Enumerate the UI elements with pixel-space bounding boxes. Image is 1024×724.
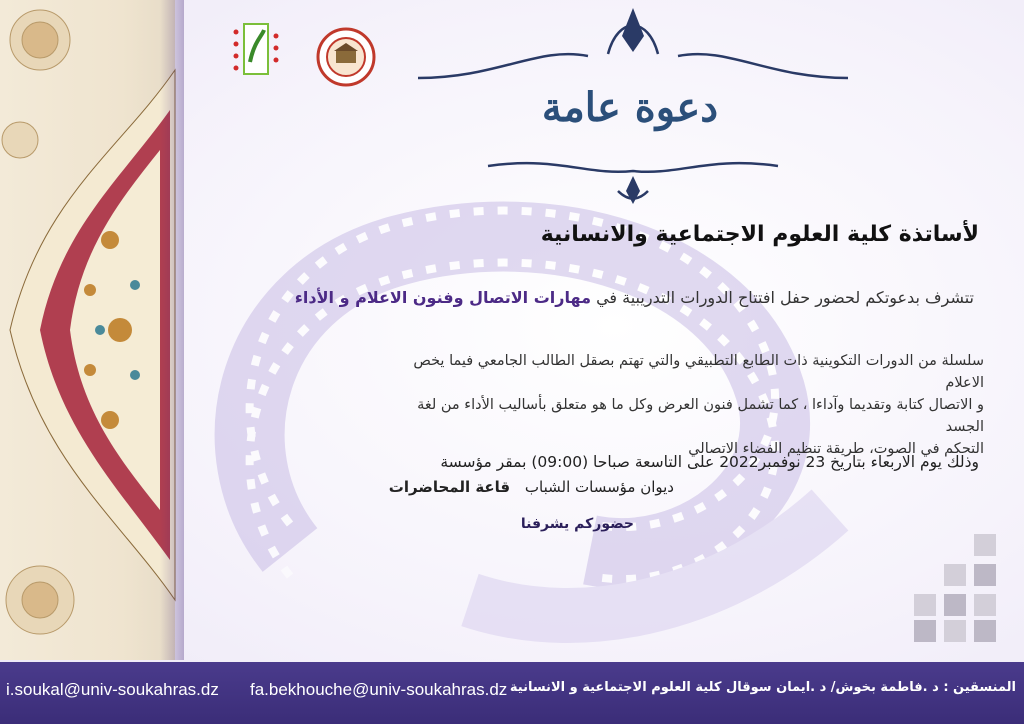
event-venue	[389, 478, 674, 496]
description-line: التحكم في الصوت، طريقة تنظيم الفضاء الاتصالي	[688, 441, 984, 457]
addressee-heading: لأساتذة كلية العلوم الاجتماعية والانسانية	[540, 222, 979, 247]
university-logo	[316, 27, 376, 87]
invite-topic: مهارات الاتصال وفنون الاعلام و الأداء	[294, 288, 591, 307]
page-title: دعوة عامة	[541, 84, 719, 131]
closing-line: حضوركم يشرفنا	[520, 516, 634, 532]
invite-line	[295, 288, 974, 307]
venue-hall: قاعة المحاضرات	[388, 478, 511, 496]
floral-ornament	[0, 0, 180, 660]
email-soukal[interactable]: i.soukal@univ-soukahras.dz	[6, 680, 219, 699]
description	[384, 350, 984, 460]
lab-logo	[232, 22, 290, 84]
venue-name: ديوان مؤسسات الشباب	[524, 478, 674, 496]
organizers-text: المنسقين : د .فاطمة بخوش/ د .ايمان سوقال كلية العلوم الاجتماعية و الانسانية	[509, 680, 1016, 695]
footer-bar	[0, 662, 1024, 724]
email-bekhouche[interactable]: fa.bekhouche@univ-soukahras.dz	[250, 680, 508, 699]
description-line: و الاتصال كتابة وتقديما وآداءا ، كما تشمل فنون العرض وكل ما هو متعلق بأساليب الأداء من لغة الجسد	[417, 397, 984, 435]
decorative-squares	[904, 534, 1014, 644]
event-date: وذلك يوم الاربعاء بتاريخ 23 نوفمبر2022 على التاسعة صباحا (09:00) بمقر مؤسسة	[440, 453, 979, 471]
invite-prefix: تتشرف بدعوتكم لحضور حفل افتتاح الدورات التدريبية في	[596, 288, 974, 307]
description-line: سلسلة من الدورات التكوينية ذات الطابع التطبيقي والتي تهتم بصقل الطالب الجامعي فيما يخص الاعلام	[413, 353, 984, 391]
